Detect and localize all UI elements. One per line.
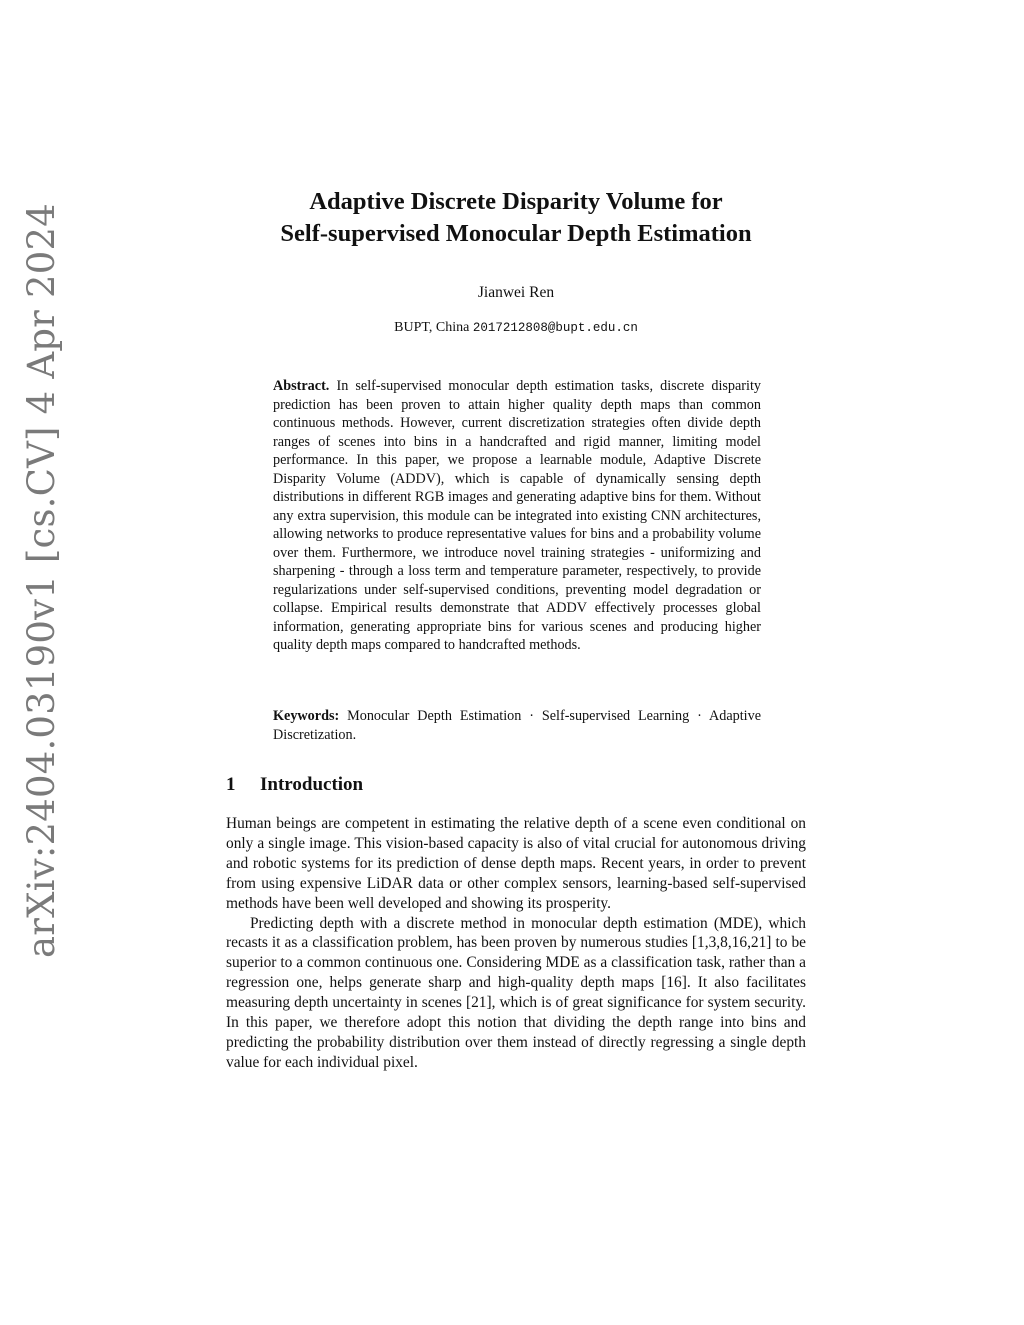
- author-name: Jianwei Ren: [477, 284, 555, 301]
- paper-title-line-2: Self-supervised Monocular Depth Estimation: [280, 220, 752, 247]
- keywords: [273, 707, 761, 745]
- body-paragraph: Predicting depth with a discrete method in monocular depth estimation (MDE), which recasts it as a classification problem, has been proven by numerous studies [1,3,8,16,21] to be superior to a common continuous one. Considering MDE as a classification task, rather than a regression one, helps generate sharp and high-quality depth maps [16]. It also facilitates measuring depth uncertainty in scenes [21], which is of great significance for system security. In this paper, we therefore adopt this notion that dividing the depth range into bins and predicting the probability distribution over them instead of directly regressing a single depth value for each individual pixel.: [226, 914, 806, 1071]
- section-number: 1: [226, 774, 236, 795]
- abstract-text: In self-supervised monocular depth estimation tasks, discrete disparity prediction has been proven to attain higher quality depth maps than common continuous methods. However, current discretization strategies often divide depth ranges of scenes into bins in a handcrafted and rigid manner, limiting model performance. In this paper, we propose a learnable module, Adaptive Discrete Disparity Volume (ADDV), which is capable of dynamically sensing depth distributions in different RGB images and generating adaptive bins for them. Without any extra supervision, this module can be integrated into existing CNN architectures, allowing networks to produce representative values for bins and a probability volume over them. Furthermore, we introduce novel training strategies - uniformizing and sharpening - through a loss term and temperature parameter, respectively, to provide regularizations under self-supervised conditions, preventing model degradation or collapse. Empirical results demonstrate that ADDV effectively processes global information, generating appropriate bins for various scenes and producing higher quality depth maps compared to handcrafted methods.: [273, 378, 762, 653]
- arxiv-identifier-stamp: arXiv:2404.03190v1 [cs.CV] 4 Apr 2024: [20, 203, 63, 958]
- section-heading: [226, 773, 806, 797]
- author-affiliation: [226, 318, 806, 338]
- author-email: 2017212808@bupt.edu.cn: [472, 321, 638, 335]
- paper-title: [226, 186, 806, 250]
- section-title: Introduction: [260, 774, 364, 795]
- abstract: [273, 377, 761, 655]
- section-body: [226, 814, 806, 1073]
- abstract-label: Abstract.: [273, 378, 330, 394]
- body-paragraph: Human beings are competent in estimating the relative depth of a scene even conditional on only a single image. This vision-based capacity is also of vital crucial for autonomous driving and robotic systems for its prediction of dense depth maps. Recent years, in order to prevent from using expensive LiDAR data or other complex sensors, learning-based self-supervised methods have been well developed and showing its prosperity.: [226, 815, 806, 912]
- keywords-label: Keywords:: [273, 708, 340, 724]
- affiliation-institution: BUPT, China: [394, 320, 470, 335]
- keywords-text: Monocular Depth Estimation · Self-supervised Learning · Adaptive Discretization.: [273, 708, 761, 743]
- paper-title-line-1: Adaptive Discrete Disparity Volume for: [309, 188, 723, 215]
